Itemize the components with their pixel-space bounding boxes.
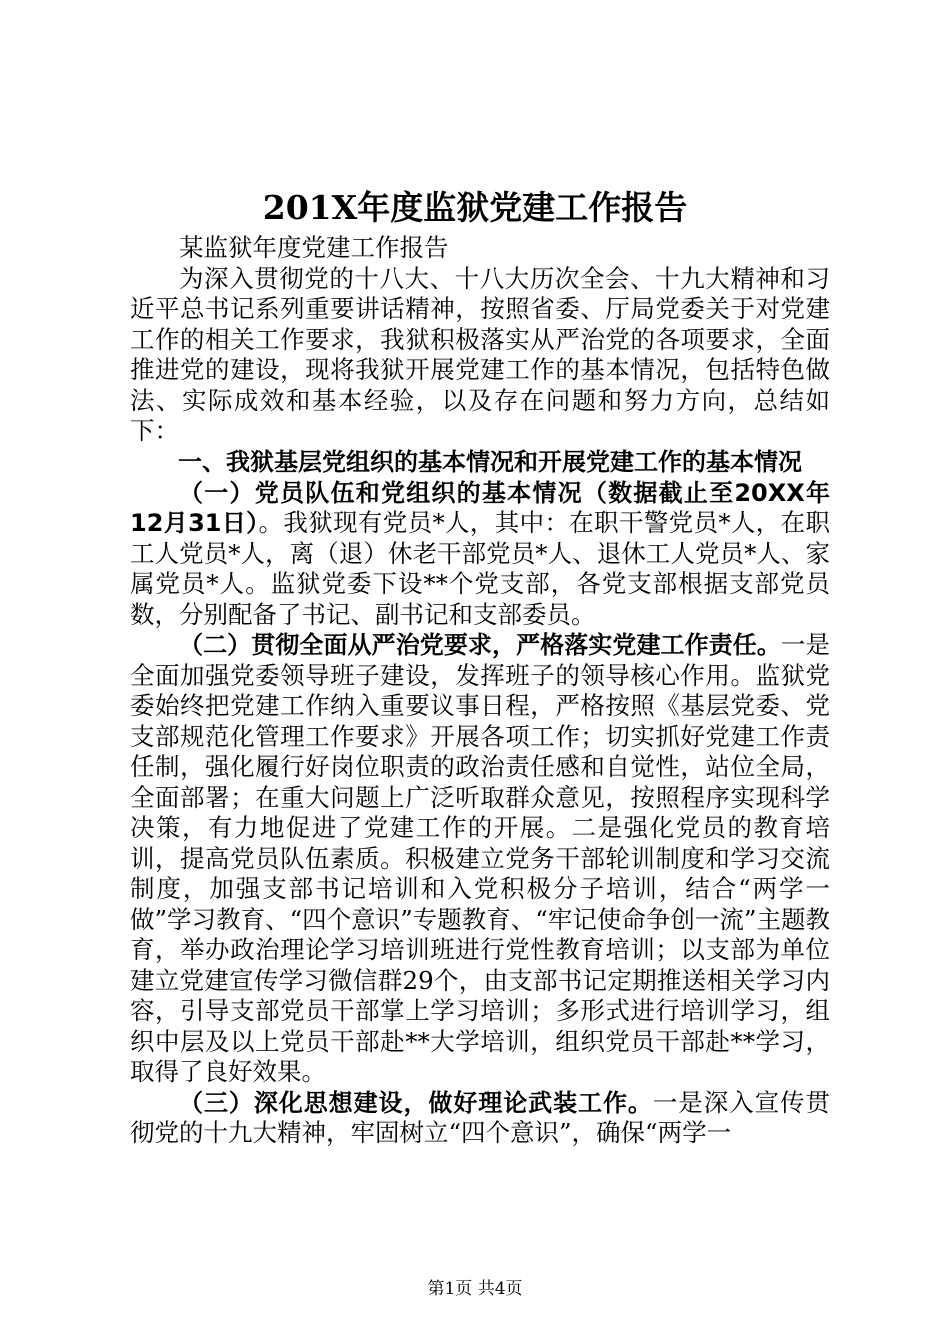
subsection-3-heading: （三）深化思想建设，做好理论武装工作。 (179, 1088, 653, 1117)
section-heading-1: 一、我狱基层党组织的基本情况和开展党建工作的基本情况 (178, 447, 802, 476)
subsection-1 (130, 478, 830, 631)
subsection-1-body: 。我狱现有党员*人，其中：在职干警党员*人，在职工人党员*人，离（退）休老干部党员*人、退休工人党员*人、家属党员*人。监狱党委下设**个党支部，各党支部根据支部党员数，分别配备了书记、副书记和支部委员。 (130, 508, 830, 629)
document-body (130, 233, 830, 1149)
subsection-3-body: 一是深入宣传贯彻党的十九大精神，牢固树立“四个意识”，确保“两学一 (130, 1087, 830, 1147)
document-title: 201X年度监狱党建工作报告 (262, 188, 688, 227)
subsection-1-heading: （一）党员队伍和党组织的基本情况（数据截止至20XX年12月31日） (130, 478, 830, 537)
intro-paragraph: 为深入贯彻党的十八大、十八大历次全会、十九大精神和习近平总书记系列重要讲话精神，按照省委、厅局党委关于对党建工作的相关工作要求，我狱积极落实从严治党的各项要求，全面推进党的建设，现将我狱开展党建工作的基本情况，包括特色做法、实际成效和基本经验，以及存在问题和努力方向，总结如下： (130, 263, 830, 445)
subsection-2-body: 一是全面加强党委领导班子建设，发挥班子的领导核心作用。监狱党委始终把党建工作纳入重要议事日程，严格按照《基层党委、党支部规范化管理工作要求》开展各项工作；切实抓好党建工作责任制，强化履行好岗位职责的政治责任感和自觉性，站位全局，全面部署；在重大问题上广泛听取群众意见，按照程序实现科学决策，有力地促进了党建工作的开展。二是强化党员的教育培训，提高党员队伍素质。积极建立党务干部轮训制度和学习交流制度，加强支部书记培训和入党积极分子培训，结合“两学一做”学习教育、“四个意识”专题教育、“牢记使命争创一流”主题教育，举办政治理论学习培训班进行党性教育培训；以支部为单位建立党建宣传学习微信群29个，由支部书记定期推送相关学习内容，引导支部党员干部掌上学习培训；多形式进行培训学习，组织中层及以上党员干部赴**大学培训，组织党员干部赴**学习，取得了良好效果。 (130, 630, 830, 1086)
page-footer: 第1页 共4页 (427, 1279, 523, 1299)
document-subtitle: 某监狱年度党建工作报告 (179, 233, 449, 262)
subsection-2 (130, 630, 830, 1088)
subsection-3 (130, 1088, 830, 1149)
subsection-2-heading: （二）贯彻全面从严治党要求，严格落实党建工作责任。 (179, 631, 781, 659)
